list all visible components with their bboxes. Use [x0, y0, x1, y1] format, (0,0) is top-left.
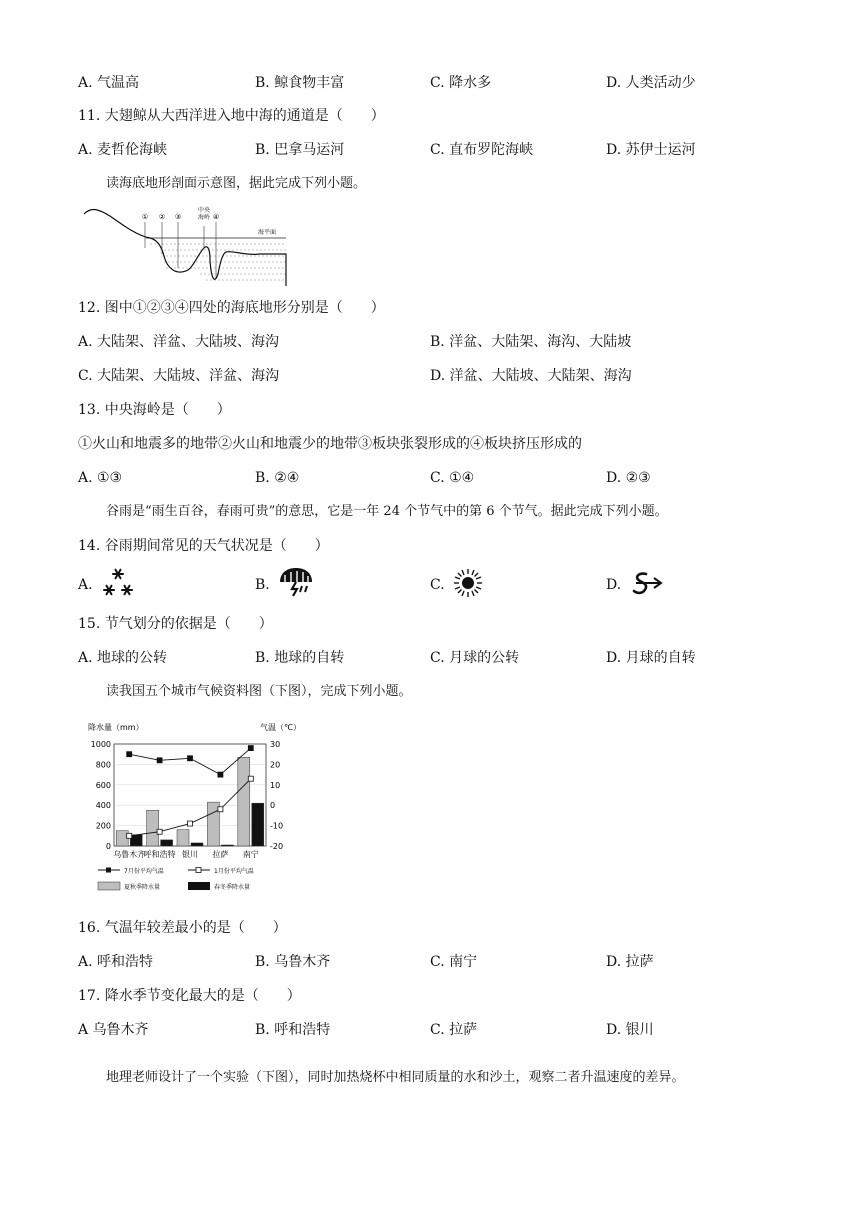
q13-option-a: A. ①③	[78, 470, 123, 486]
sunny-icon	[452, 567, 484, 599]
q11-option-b: B. 巴拿马运河	[255, 142, 345, 158]
q15-option-b: B. 地球的自转	[255, 650, 345, 666]
point-january-temp	[188, 821, 193, 826]
q17-stem: 17. 降水季节变化最大的是（ ）	[78, 988, 301, 1004]
q14-option-d: D.	[606, 577, 622, 593]
bar-summer-autumn	[147, 810, 159, 846]
q13-option-b: B. ②④	[255, 470, 300, 486]
q15-option-d: D. 月球的自转	[606, 650, 696, 666]
q11-option-d: D. 苏伊士运河	[606, 142, 696, 158]
climate-chart	[84, 716, 320, 900]
y-tick-label: 800	[95, 760, 111, 770]
seafloor-label-ridge-1: 中央	[197, 207, 211, 214]
x-tick-label: 南宁	[242, 850, 259, 859]
seafloor-label-2: ②	[158, 213, 166, 221]
thunderstorm-icon	[276, 566, 316, 598]
q12-option-b: B. 洋盆、大陆架、海沟、大陆坡	[430, 334, 632, 350]
bar-spring-winter	[161, 840, 173, 846]
q14-stem: 14. 谷雨期间常见的天气状况是（ ）	[78, 538, 329, 554]
legend-july-temp: 7月份平均气温	[124, 868, 164, 875]
q15-stem: 15. 节气划分的依据是（ ）	[78, 616, 273, 632]
seafloor-label-1: ①	[141, 213, 149, 221]
y2-axis-label: 气温（℃）	[260, 723, 301, 732]
legend-winter-precip: 春冬季降水量	[214, 884, 251, 891]
q13-option-c: C. ①④	[430, 470, 475, 486]
legend-jan-temp: 1月份平均气温	[214, 868, 254, 875]
point-july-temp	[127, 752, 132, 757]
q14-option-b: B.	[255, 577, 270, 593]
sea-level-label: 海平面	[258, 229, 277, 236]
y2-tick-label: 10	[270, 780, 281, 790]
y-tick-label: 600	[95, 780, 111, 790]
q13-statements: ①火山和地震多的地带②火山和地震少的地带③板块张裂形成的④板块挤压形成的	[78, 436, 582, 452]
y-tick-label: 400	[95, 801, 111, 811]
y-tick-label: 1000	[90, 740, 111, 749]
point-july-temp	[188, 756, 193, 761]
x-tick-label: 拉萨	[212, 850, 229, 859]
seafloor-label-4: ④	[212, 213, 220, 221]
q12-stem: 12. 图中①②③④四处的海底地形分别是（ ）	[78, 300, 385, 316]
q14-option-c: C.	[430, 577, 445, 593]
point-january-temp	[248, 776, 253, 781]
q16-option-a: A. 呼和浩特	[78, 954, 154, 970]
intro-seafloor: 读海底地形剖面示意图，据此完成下列小题。	[106, 176, 367, 191]
bar-spring-winter	[252, 803, 264, 846]
seafloor-profile-diagram	[80, 204, 290, 290]
x-tick-label: 呼和浩特	[143, 850, 176, 859]
snow-icon	[100, 566, 136, 598]
y-axis-label: 降水量（mm）	[88, 723, 144, 732]
q11-option-a: A. 麦哲伦海峡	[78, 142, 168, 158]
q16-option-c: C. 南宁	[430, 954, 478, 970]
y2-tick-label: 20	[270, 760, 281, 770]
point-july-temp	[218, 772, 223, 777]
q17-option-d: D. 银川	[606, 1022, 654, 1038]
q16-option-d: D. 拉萨	[606, 954, 654, 970]
q10-option-c: C. 降水多	[430, 75, 492, 91]
q10-option-d: D. 人类活动少	[606, 75, 696, 91]
q16-option-b: B. 乌鲁木齐	[255, 954, 331, 970]
q17-option-c: C. 拉萨	[430, 1022, 478, 1038]
q10-option-b: B. 鲸食物丰富	[255, 75, 345, 91]
y2-tick-label: -20	[270, 842, 284, 851]
y-tick-label: 200	[95, 821, 111, 831]
sandstorm-icon	[630, 570, 666, 598]
bar-spring-winter	[221, 845, 233, 846]
y2-tick-label: 30	[270, 740, 281, 749]
q13-option-d: D. ②③	[606, 470, 651, 486]
y-tick-label: 0	[105, 842, 111, 851]
legend-summer-precip: 夏秋季降水量	[124, 884, 161, 891]
q11-stem: 11. 大翅鲸从大西洋进入地中海的通道是（ ）	[78, 108, 385, 124]
q12-option-a: A. 大陆架、洋盆、大陆坡、海沟	[78, 334, 280, 350]
q15-option-a: A. 地球的公转	[78, 650, 168, 666]
bar-summer-autumn	[238, 757, 250, 846]
intro-climate: 读我国五个城市气候资料图（下图），完成下列小题。	[106, 684, 412, 699]
line-july-temp	[129, 748, 251, 775]
point-january-temp	[127, 833, 132, 838]
y2-tick-label: -10	[270, 821, 284, 831]
point-january-temp	[157, 829, 162, 834]
x-tick-label: 银川	[182, 850, 198, 859]
q17-option-a: A 乌鲁木齐	[78, 1022, 149, 1038]
bar-summer-autumn	[177, 830, 189, 846]
point-january-temp	[218, 807, 223, 812]
bar-spring-winter	[191, 843, 203, 846]
q13-stem: 13. 中央海岭是（ ）	[78, 402, 231, 418]
point-july-temp	[157, 758, 162, 763]
q15-option-c: C. 月球的公转	[430, 650, 520, 666]
q17-option-b: B. 呼和浩特	[255, 1022, 331, 1038]
q10-option-a: A. 气温高	[78, 75, 140, 91]
seafloor-label-ridge-2: 海岭	[197, 214, 211, 221]
y2-tick-label: 0	[270, 801, 276, 811]
q14-option-a: A.	[78, 577, 93, 593]
q12-option-c: C. 大陆架、大陆坡、洋盆、海沟	[78, 368, 280, 384]
point-july-temp	[248, 746, 253, 751]
x-tick-label: 乌鲁木齐	[113, 850, 146, 859]
intro-guyu: 谷雨是“雨生百谷，春雨可贵”的意思，它是一年 24 个节气中的第 6 个节气。据此完成下列小题。	[106, 504, 668, 519]
q12-option-d: D. 洋盆、大陆坡、大陆架、海沟	[430, 368, 632, 384]
seafloor-profile-line	[84, 210, 286, 286]
q16-stem: 16. 气温年较差最小的是（ ）	[78, 920, 287, 936]
q11-option-c: C. 直布罗陀海峡	[430, 142, 534, 158]
intro-experiment: 地理老师设计了一个实验（下图），同时加热烧杯中相同质量的水和沙土，观察二者升温速度的差异。	[106, 1070, 685, 1085]
seafloor-label-3: ③	[174, 213, 182, 221]
